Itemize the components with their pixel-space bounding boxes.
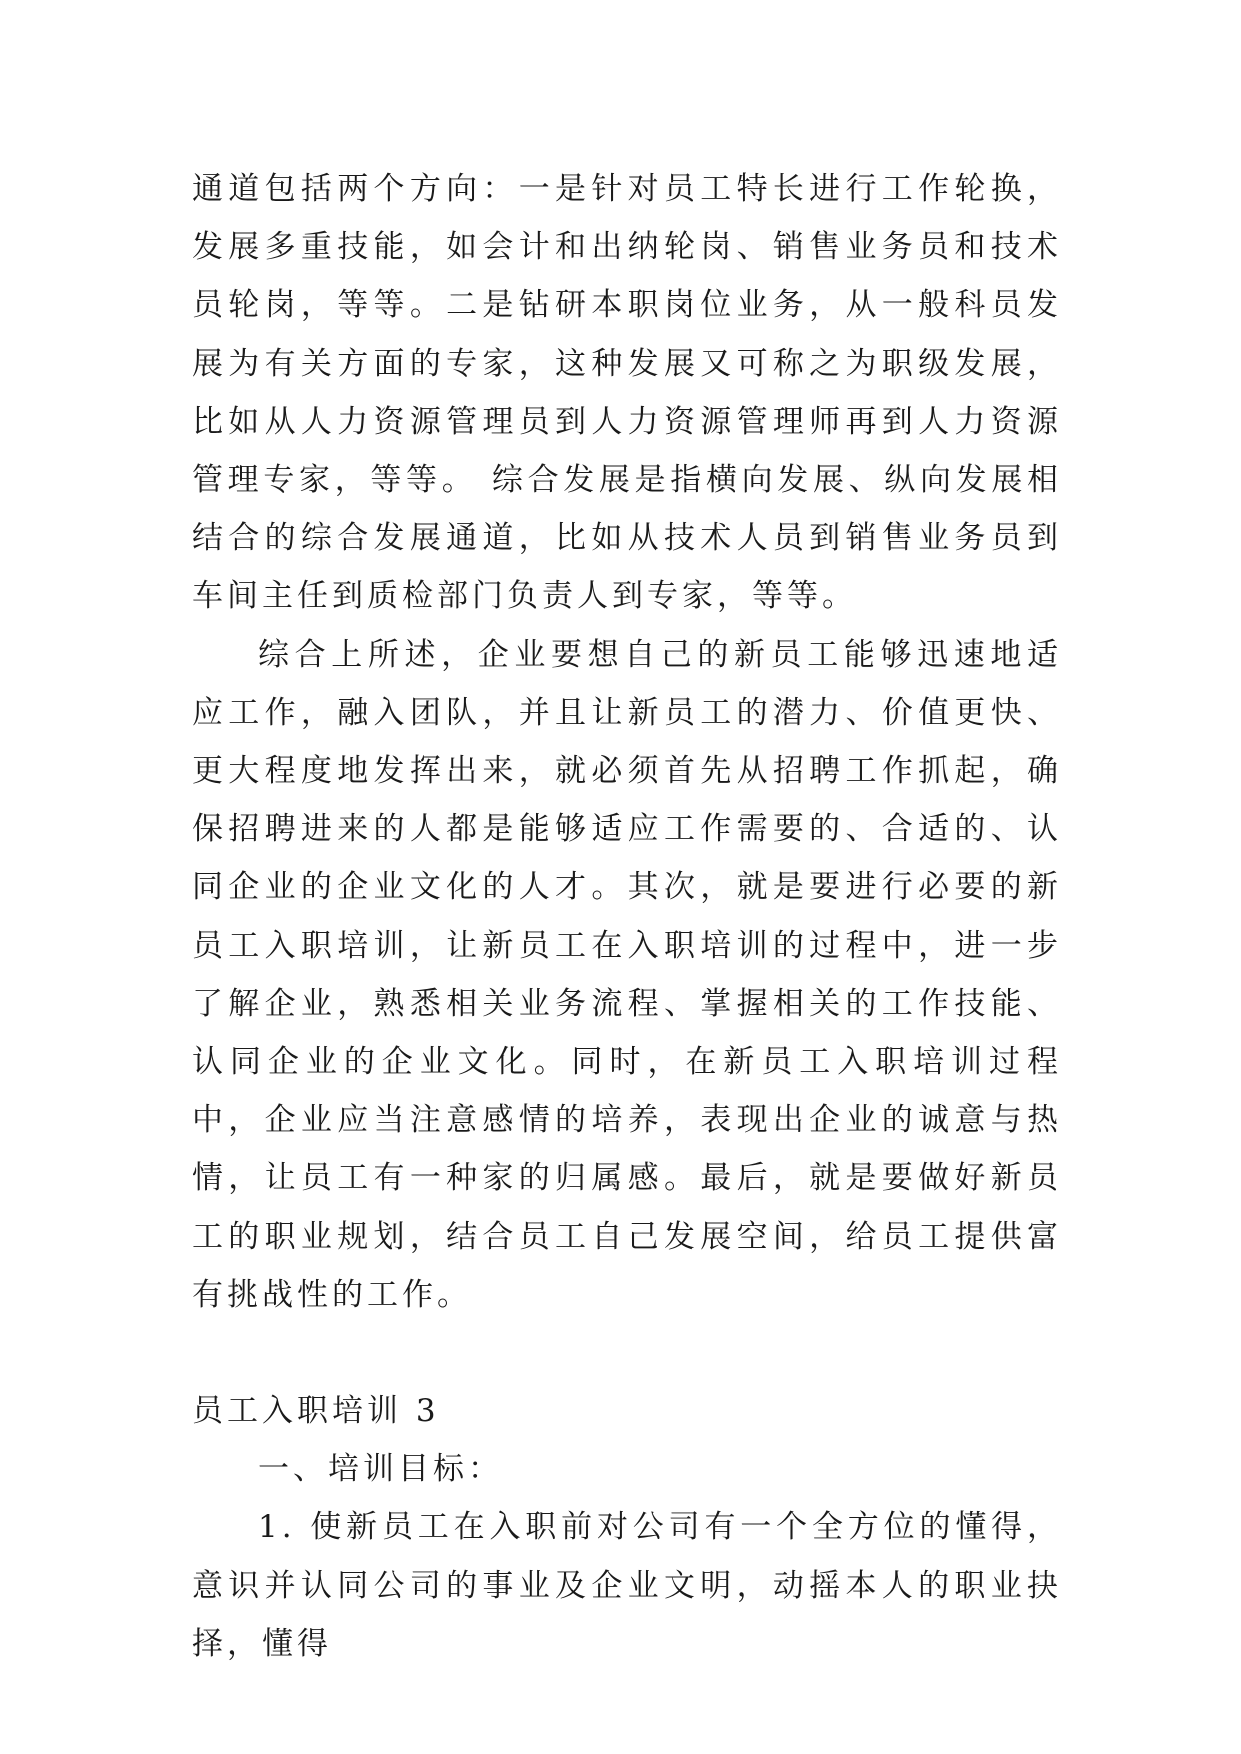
- list-item-1: 1. 使新员工在入职前对公司有一个全方位的懂得，意识并认同公司的事业及企业文明，动摇本人的职业抉择，懂得: [192, 1509, 1062, 1662]
- paragraph-career-paths: 通道包括两个方向：一是针对员工特长进行工作轮换，发展多重技能，如会计和出纳轮岗、销售业务员和技术员轮岗，等等。二是钻研本职岗位业务，从一般科员发展为有关方面的专家，这种发展又可称之为职级发展，比如从人力资源管理员到人力资源管理师再到人力资源管理专家，等等。 综合发展是指横向发展、纵向发展相结合的综合发展通道，比如从技术人员到销售业务员到车间主任到质检部门负责人到专家，等等。: [192, 171, 1062, 615]
- section-heading: 员工入职培训 3: [192, 1393, 440, 1430]
- paragraph-summary: 综合上所述，企业要想自己的新员工能够迅速地适应工作，融入团队，并且让新员工的潜力、价值更快、更大程度地发挥出来，就必须首先从招聘工作抓起，确保招聘进来的人都是能够适应工作需要的、合适的、认同企业的企业文化的人才。其次，就是要进行必要的新员工入职培训，让新员工在入职培训的过程中，进一步了解企业，熟悉相关业务流程、掌握相关的工作技能、认同企业的企业文化。同时，在新员工入职培训过程中，企业应当注意感情的培养，表现出企业的诚意与热情，让员工有一种家的归属感。最后，就是要做好新员工的职业规划，结合员工自己发展空间，给员工提供富有挑战性的工作。: [192, 636, 1062, 1313]
- subheading-training-goals: 一、培训目标：: [258, 1451, 503, 1488]
- document-body: [192, 160, 1062, 1673]
